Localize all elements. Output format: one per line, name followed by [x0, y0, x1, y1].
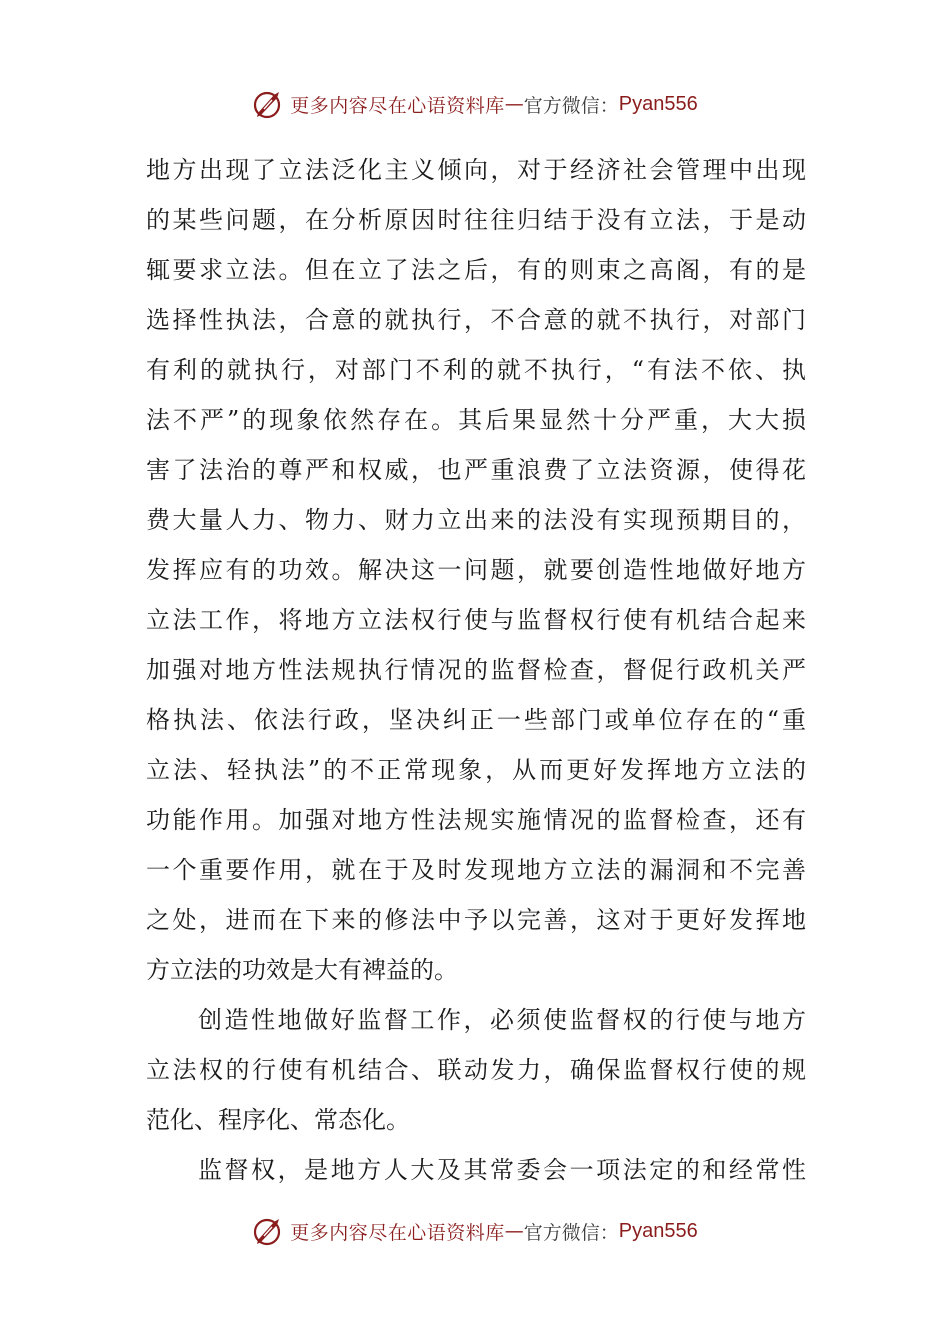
text-line: 辄要求立法。但在立了法之后，有的则束之高阁，有的是	[146, 256, 806, 284]
text-line: 方立法的功效是大有裨益的。	[146, 956, 458, 984]
text-line: 法不严”的现象依然存在。其后果显然十分严重，大大损	[146, 406, 806, 434]
paragraph-first-line: 监督权，是地方人大及其常委会一项法定的和经常性	[198, 1156, 806, 1184]
text-line: 选择性执法，合意的就执行，不合意的就不执行，对部门	[146, 306, 806, 334]
wechat-id: Pyan556	[618, 92, 698, 115]
site-name: 更多内容尽在心语资料库	[290, 1221, 505, 1244]
text-line: 立法权的行使有机结合、联动发力，确保监督权行使的规	[146, 1056, 806, 1084]
text-line: 害了法治的尊严和权威，也严重浪费了立法资源，使得花	[146, 456, 806, 484]
wechat-label: 官方微信：	[523, 94, 619, 117]
text-line: 一个重要作用，就在于及时发现地方立法的漏洞和不完善	[146, 856, 806, 884]
pen-nib-logo-icon	[252, 1214, 286, 1248]
text-line: 加强对地方性法规执行情况的监督检查，督促行政机关严	[146, 656, 806, 684]
header-banner	[0, 82, 950, 126]
text-line: 立法、轻执法”的不正常现象，从而更好发挥地方立法的	[146, 756, 806, 784]
paragraph-first-line: 创造性地做好监督工作，必须使监督权的行使与地方	[198, 1006, 806, 1034]
wechat-id: Pyan556	[618, 1219, 698, 1242]
footer-banner	[0, 1209, 950, 1253]
pen-nib-logo-icon	[252, 87, 286, 121]
header-separator: —	[504, 93, 524, 115]
text-line: 范化、程序化、常态化。	[146, 1106, 410, 1134]
text-line: 地方出现了立法泛化主义倾向，对于经济社会管理中出现	[146, 156, 806, 184]
text-line: 之处，进而在下来的修法中予以完善，这对于更好发挥地	[146, 906, 806, 934]
text-line: 费大量人力、物力、财力立出来的法没有实现预期目的，	[146, 506, 806, 534]
text-line: 发挥应有的功效。解决这一问题，就要创造性地做好地方	[146, 556, 806, 584]
text-line: 立法工作，将地方立法权行使与监督权行使有机结合起来	[146, 606, 806, 634]
document-body	[146, 145, 806, 1195]
text-line: 有利的就执行，对部门不利的就不执行，“有法不依、执	[146, 356, 806, 384]
text-line: 格执法、依法行政，坚决纠正一些部门或单位存在的“重	[146, 706, 806, 734]
wechat-label: 官方微信：	[523, 1221, 619, 1244]
site-name: 更多内容尽在心语资料库	[290, 94, 505, 117]
text-line: 功能作用。加强对地方性法规实施情况的监督检查，还有	[146, 806, 806, 834]
text-line: 的某些问题，在分析原因时往往归结于没有立法，于是动	[146, 206, 806, 234]
footer-separator: —	[504, 1220, 524, 1242]
